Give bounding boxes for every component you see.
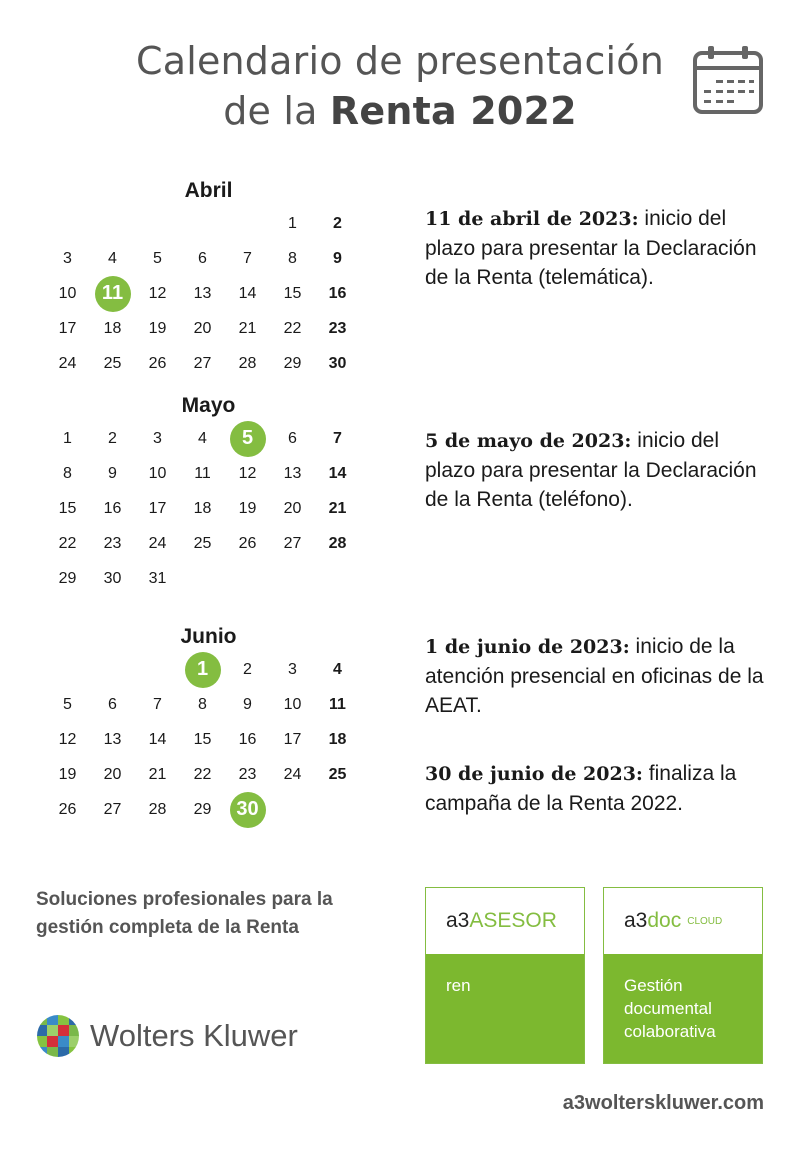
calendar-day: 17: [58, 319, 77, 337]
calendar-day: 25: [193, 534, 212, 552]
calendar-day: 10: [148, 464, 167, 482]
calendar-empty-cell: [90, 206, 135, 241]
calendar-day: 12: [148, 284, 167, 302]
calendar-empty-cell: [135, 206, 180, 241]
event-date: 5 de mayo de 2023:: [425, 430, 632, 452]
calendar-day: 11: [329, 695, 346, 713]
calendar-day: 23: [238, 765, 257, 783]
calendar-day-highlighted: 30: [225, 792, 270, 827]
calendar-day: 3: [153, 429, 162, 447]
calendar-empty-cell: [45, 652, 90, 687]
calendar-day: 22: [193, 765, 212, 783]
calendar-day: 6: [288, 429, 297, 447]
calendar-day: 28: [328, 534, 347, 552]
event-abril: [425, 204, 775, 292]
calendar-grid: [45, 421, 360, 596]
calendar-empty-cell: [180, 206, 225, 241]
calendar-day: 13: [103, 730, 122, 748]
calendar-day: 15: [283, 284, 302, 302]
event-text: inicio de la atención presencial en oficinas de la AEAT.: [425, 635, 764, 717]
calendar-day: 14: [148, 730, 167, 748]
calendar-day: 11: [194, 464, 211, 482]
calendar-day: 24: [283, 765, 302, 783]
calendar-day: 8: [288, 249, 297, 267]
calendar-day: 19: [238, 499, 257, 517]
calendar-day: 20: [193, 319, 212, 337]
calendar-day: 3: [63, 249, 72, 267]
calendar-day: 24: [58, 354, 77, 372]
calendar-day: 30: [328, 354, 347, 372]
calendar-day: 24: [148, 534, 167, 552]
calendar-day: 5: [153, 249, 162, 267]
calendar-day: 19: [58, 765, 77, 783]
calendar-day: 8: [198, 695, 207, 713]
month-mayo: [45, 391, 360, 596]
product-description: Gestión documental colaborativa: [604, 954, 762, 1063]
product-title: [426, 888, 584, 954]
product-name: doc: [647, 909, 682, 932]
calendar-day: 13: [193, 284, 212, 302]
calendar-day: 1: [63, 429, 72, 447]
page-title: [100, 36, 700, 136]
calendar-day: 25: [328, 765, 347, 783]
calendar-day: 15: [193, 730, 212, 748]
calendar-day-highlighted: 11: [90, 276, 135, 311]
calendar-day: 25: [103, 354, 122, 372]
event-text: inicio del plazo para presentar la Declaración de la Renta (teléfono).: [425, 429, 757, 511]
event-date: 11 de abril de 2023:: [425, 208, 639, 230]
calendar-day: 26: [148, 354, 167, 372]
calendar-day: 5: [63, 695, 72, 713]
calendar-grid: [45, 652, 360, 827]
month-name: Mayo: [181, 394, 236, 417]
calendar-day: 18: [193, 499, 212, 517]
title-line-1: Calendario de presentación: [135, 39, 665, 83]
wolters-kluwer-logo: [36, 1014, 298, 1058]
calendar-day: 23: [103, 534, 122, 552]
calendar-day: 9: [243, 695, 252, 713]
product-name: ASESOR: [469, 909, 557, 932]
calendar-day: 10: [283, 695, 302, 713]
calendar-day: 13: [283, 464, 302, 482]
calendar-day: 7: [153, 695, 162, 713]
month-name: Junio: [180, 625, 237, 648]
tagline: Soluciones profesionales para la gestión completa de la Renta: [36, 889, 333, 938]
calendar-empty-cell: [225, 206, 270, 241]
calendar-day-highlighted: 5: [225, 421, 270, 456]
calendar-day: 29: [193, 800, 212, 818]
month-abril: [45, 176, 360, 381]
calendar-day: 4: [108, 249, 117, 267]
product-a3asesor: [425, 887, 585, 1064]
product-sup: CLOUD: [687, 915, 723, 927]
calendar-day: 16: [328, 284, 347, 302]
calendar-day: 28: [238, 354, 257, 372]
title-bold: Renta 2022: [329, 89, 577, 133]
calendar-day: 3: [288, 660, 297, 678]
calendar-empty-cell: [135, 652, 180, 687]
calendar-icon: [692, 44, 764, 116]
calendar-day: 21: [328, 499, 347, 517]
brand-name: Wolters Kluwer: [90, 1018, 298, 1053]
calendar-day: 14: [238, 284, 257, 302]
product-a3doc-cloud: [603, 887, 763, 1064]
calendar-day: 9: [333, 249, 342, 267]
calendar-day: 14: [328, 464, 347, 482]
event-junio-1: [425, 632, 775, 720]
calendar-day: 31: [148, 569, 167, 587]
product-title: [604, 888, 762, 954]
event-date: 30 de junio de 2023:: [425, 763, 643, 785]
calendar-day: 22: [58, 534, 77, 552]
calendar-day: 2: [108, 429, 117, 447]
product-description: ren: [426, 954, 584, 1063]
calendar-day: 10: [58, 284, 77, 302]
title-prefix: de la: [223, 89, 330, 133]
calendar-day: 22: [283, 319, 302, 337]
event-date: 1 de junio de 2023:: [425, 636, 630, 658]
calendar-day: 20: [103, 765, 122, 783]
calendar-day: 27: [193, 354, 212, 372]
website-url: a3wolterskluwer.com: [562, 1092, 764, 1114]
calendar-day: 7: [243, 249, 252, 267]
calendar-day: 19: [148, 319, 167, 337]
calendar-day: 7: [333, 429, 342, 447]
calendar-day: 29: [58, 569, 77, 587]
calendar-day: 2: [333, 214, 342, 232]
calendar-day: 26: [238, 534, 257, 552]
calendar-day: 18: [328, 730, 347, 748]
calendar-day: 15: [58, 499, 77, 517]
calendar-day: 20: [283, 499, 302, 517]
calendar-day: 21: [238, 319, 257, 337]
calendar-day: 23: [328, 319, 347, 337]
calendar-day: 6: [108, 695, 117, 713]
calendar-day: 12: [58, 730, 77, 748]
calendar-day: 17: [148, 499, 167, 517]
calendar-day: 8: [63, 464, 72, 482]
calendar-day: 27: [103, 800, 122, 818]
calendar-day: 16: [103, 499, 122, 517]
wolters-kluwer-mark-icon: [36, 1014, 80, 1058]
calendar-day: 4: [198, 429, 207, 447]
calendar-day: 16: [238, 730, 257, 748]
product-prefix: a3: [624, 909, 648, 932]
calendar-day: 9: [108, 464, 117, 482]
month-junio: [45, 622, 360, 827]
calendar-day: 27: [283, 534, 302, 552]
calendar-empty-cell: [45, 206, 90, 241]
calendar-day: 18: [103, 319, 122, 337]
calendar-day: 26: [58, 800, 77, 818]
calendar-day: 28: [148, 800, 167, 818]
calendar-day: 30: [103, 569, 122, 587]
calendar-day: 6: [198, 249, 207, 267]
calendar-day: 2: [243, 660, 252, 678]
calendar-day: 1: [288, 214, 297, 232]
event-junio-30: [425, 759, 775, 818]
month-name: Abril: [184, 179, 233, 202]
event-text: finaliza la campaña de la Renta 2022.: [425, 762, 737, 815]
calendar-day: 17: [283, 730, 302, 748]
calendar-grid: [45, 206, 360, 381]
event-mayo: [425, 426, 775, 514]
calendar-day-highlighted: 1: [180, 652, 225, 687]
calendar-empty-cell: [90, 652, 135, 687]
event-text: inicio del plazo para presentar la Declaración de la Renta (telemática).: [425, 207, 757, 289]
calendar-day: 29: [283, 354, 302, 372]
calendar-day: 21: [148, 765, 167, 783]
calendar-day: 12: [238, 464, 257, 482]
calendar-day: 4: [333, 660, 342, 678]
title-line-2: [100, 86, 700, 136]
product-prefix: a3: [446, 909, 470, 932]
